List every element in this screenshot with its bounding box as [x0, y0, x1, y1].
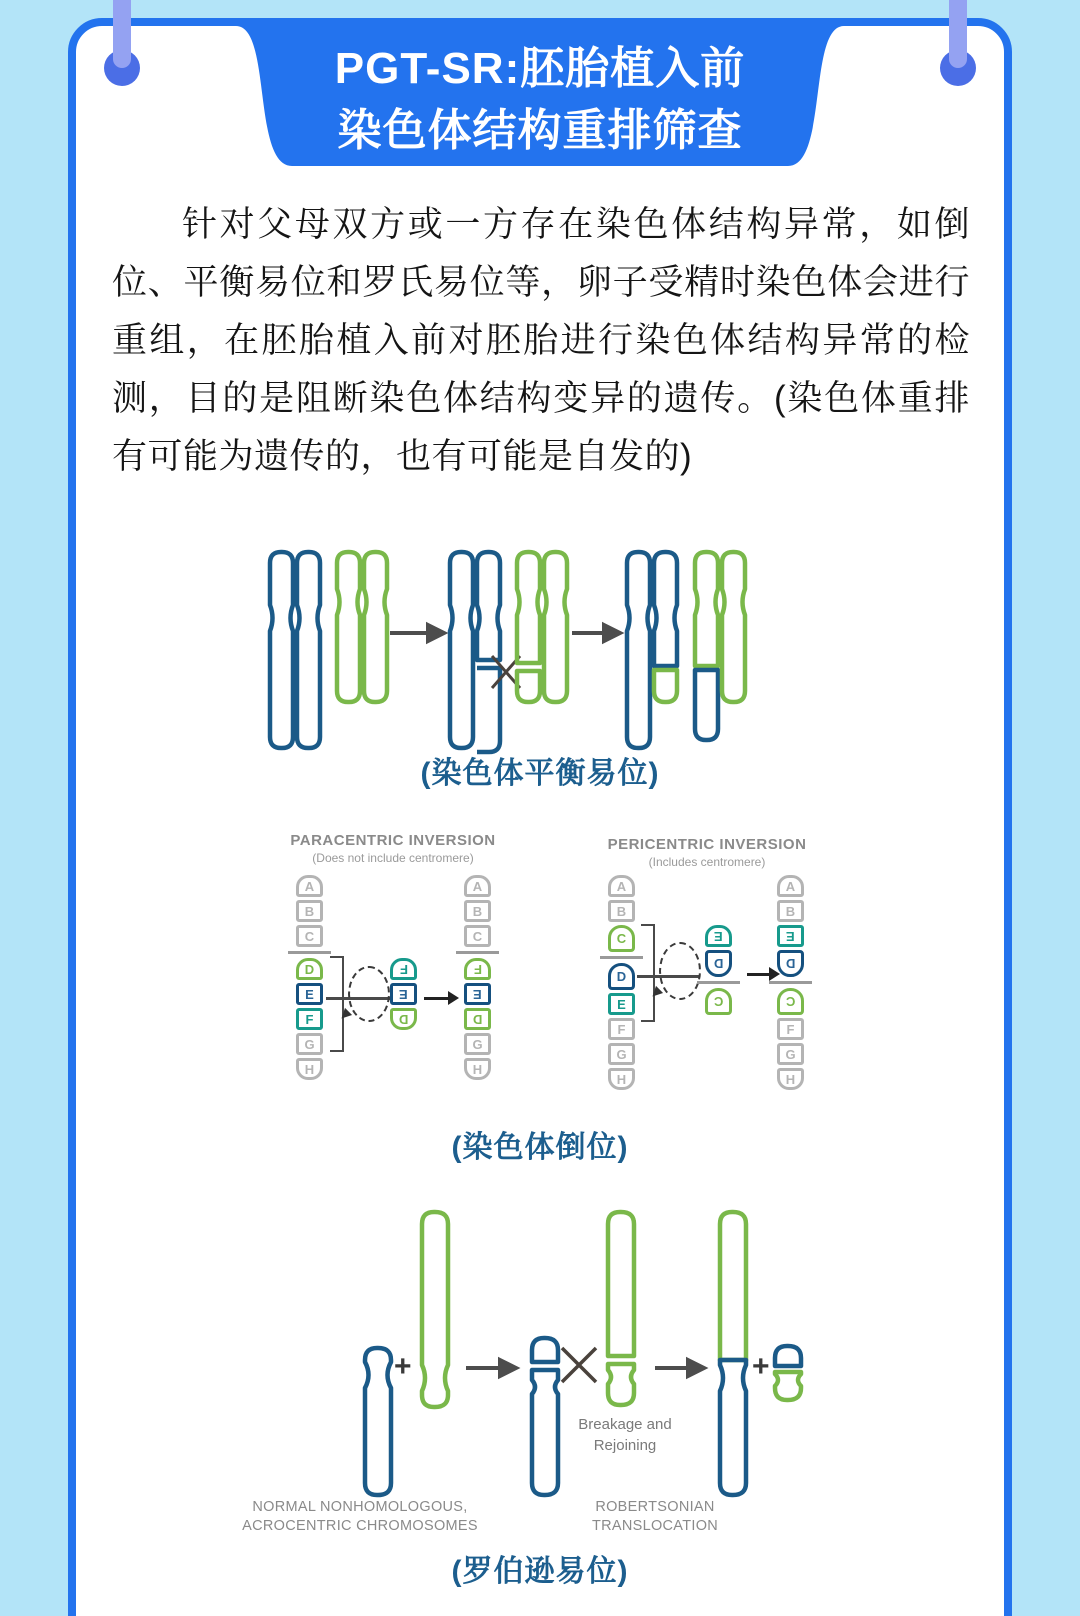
- chromosome-segment: D: [777, 950, 804, 977]
- intro-paragraph: 针对父母双方或一方存在染色体结构异常，如倒位、平衡易位和罗氏易位等，卵子受精时染色体会进行重组，在胚胎植入前对胚胎进行染色体结构异常的检测，目的是阻断染色体结构变异的遗传。(染色体重排有可能为遗传的，也有可能是自发的): [112, 205, 970, 476]
- chromosome-segment: A: [464, 875, 491, 897]
- robertsonian-label-line1: ROBERTSONIAN: [595, 1499, 715, 1515]
- chromosome-segment: C: [777, 988, 804, 1015]
- chromosome-segment: E: [777, 925, 804, 947]
- robertsonian-diagram: [0, 1190, 1080, 1550]
- chromosome-segment: E: [296, 983, 323, 1005]
- chromosome-segment: G: [296, 1033, 323, 1055]
- chromosome-segment: F: [296, 1008, 323, 1030]
- chromosome-segment: F: [464, 958, 491, 980]
- chromosome-segment: E: [464, 983, 491, 1005]
- paracentric-inverted-segment: [390, 958, 417, 1030]
- chromosome-segment: H: [777, 1068, 804, 1090]
- chromosome-segment: C: [296, 925, 323, 947]
- plus-sign: +: [752, 1350, 770, 1383]
- paracentric-subtitle: (Does not include centromere): [312, 851, 474, 865]
- page-title-line2: 染色体结构重排筛查: [337, 106, 743, 155]
- chromosome-segment: B: [464, 900, 491, 922]
- chromosome-segment: C: [705, 988, 732, 1015]
- plus-sign: +: [394, 1350, 412, 1383]
- breakage-label: [540, 1414, 710, 1456]
- crossover-icon: [562, 1348, 596, 1382]
- centromere-line: [769, 981, 812, 984]
- figure-caption-inversion: (染色体倒位): [451, 1131, 629, 1164]
- rotation-icon: [348, 966, 390, 1022]
- reciprocal-fragment: [775, 1346, 801, 1400]
- pericentric-title: PERICENTRIC INVERSION: [607, 836, 807, 853]
- chromosome-segment: A: [296, 875, 323, 897]
- inversion-diagram: [0, 820, 1080, 1120]
- arrow-icon: [655, 1360, 704, 1376]
- pericentric-subtitle: (Includes centromere): [648, 855, 766, 869]
- chromosome-segment: B: [296, 900, 323, 922]
- figure-caption-robertsonian: (罗伯逊易位): [451, 1555, 629, 1588]
- paracentric-title: PARACENTRIC INVERSION: [290, 832, 496, 849]
- chromosome-segment: F: [608, 1018, 635, 1040]
- chromosome-segment: D: [608, 963, 635, 990]
- arrow-icon: [572, 625, 620, 641]
- derivative-chromosomes: [627, 552, 745, 748]
- rotation-icon: [659, 942, 701, 1000]
- arrow-icon: [747, 973, 771, 976]
- arrow-icon: [390, 625, 444, 641]
- centromere-line: [697, 981, 740, 984]
- fused-chromosome: [720, 1212, 746, 1495]
- robertsonian-label: [550, 1498, 760, 1536]
- chromosome-segment: B: [608, 900, 635, 922]
- chromosome-segment: A: [777, 875, 804, 897]
- centromere-line: [288, 951, 331, 954]
- chromosome-segment: D: [705, 950, 732, 977]
- chromosome-segment: G: [464, 1033, 491, 1055]
- blue-chromosome-pair-normal: [270, 552, 320, 748]
- chromosome-segment: H: [608, 1068, 635, 1090]
- chromosome-segment: G: [608, 1043, 635, 1065]
- breakage-label-line2: Rejoining: [593, 1437, 657, 1454]
- chromosome-segment: D: [390, 1008, 417, 1030]
- chromosome-segment: E: [608, 993, 635, 1015]
- normal-chromosomes-label-line2: ACROCENTRIC CHROMOSOMES: [242, 1518, 478, 1534]
- chromosome-segment: A: [608, 875, 635, 897]
- page-title-line1: PGT-SR:胚胎植入前: [334, 44, 746, 93]
- breakage-label-line1: Breakage and: [578, 1416, 672, 1433]
- pericentric-title-block: [592, 836, 822, 869]
- green-chromosome-pair-normal: [337, 552, 387, 702]
- paracentric-chromosome-before: [296, 875, 323, 1080]
- arrow-icon: [466, 1360, 516, 1376]
- chromosome-segment: D: [296, 958, 323, 980]
- chromosome-segment: C: [464, 925, 491, 947]
- rope-icon: [949, 0, 967, 68]
- balanced-translocation-diagram: [0, 540, 1080, 765]
- segment-bracket: [641, 924, 655, 1022]
- chromosome-segment: F: [390, 958, 417, 980]
- page-title: [76, 38, 1004, 162]
- green-chromosome-pair-breaking: [517, 552, 567, 702]
- pericentric-inverted-segment: [705, 925, 732, 1015]
- chromosome-segment: D: [464, 1008, 491, 1030]
- chromosome-segment: H: [464, 1058, 491, 1080]
- paracentric-title-block: [278, 832, 508, 865]
- centromere-line: [456, 951, 499, 954]
- chromosome-segment: C: [608, 925, 635, 952]
- chromosome-segment: H: [296, 1058, 323, 1080]
- paracentric-chromosome-after: [464, 875, 491, 1080]
- figure-caption-balanced-translocation: (染色体平衡易位): [420, 757, 660, 790]
- centromere-line: [600, 956, 643, 959]
- pericentric-chromosome-after: [777, 875, 804, 1090]
- segment-bracket: [330, 956, 344, 1052]
- arrow-icon: [424, 997, 450, 1000]
- chromosome-segment: F: [777, 1018, 804, 1040]
- chromosome-segment: B: [777, 900, 804, 922]
- normal-chromosomes-label: [230, 1498, 490, 1536]
- chromosome-segment: E: [390, 983, 417, 1005]
- blue-chromosome-pair-breaking: [450, 552, 500, 752]
- normal-chromosomes-label-line1: NORMAL NONHOMOLOGOUS,: [252, 1499, 468, 1515]
- robertsonian-label-line2: TRANSLOCATION: [591, 1518, 719, 1534]
- chromosome-segment: G: [777, 1043, 804, 1065]
- chromosome-segment: E: [705, 925, 732, 947]
- pericentric-chromosome-before: [608, 875, 635, 1090]
- rope-icon: [113, 0, 131, 68]
